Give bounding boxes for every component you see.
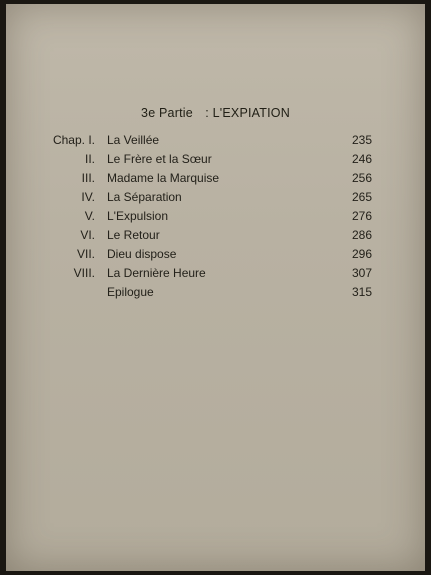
part-separator: : — [205, 106, 209, 120]
page-number: 276 — [351, 209, 372, 223]
chapter-number: IV. — [81, 190, 95, 204]
chapter-number: VI. — [80, 228, 95, 242]
chapter-title: La Veillée — [107, 133, 160, 147]
chapter-number: VII. — [76, 247, 95, 261]
chapter-title: Le Retour — [107, 228, 160, 242]
chapter-title: L'Expulsion — [107, 209, 168, 223]
part-title: L'EXPIATION — [212, 106, 290, 120]
chapter-title: Epilogue — [107, 285, 154, 299]
page-number: 256 — [351, 171, 372, 185]
chapter-title: La Dernière Heure — [107, 266, 206, 280]
toc-row — [6, 247, 425, 265]
toc-row — [6, 190, 425, 208]
toc-row — [6, 228, 425, 246]
toc-row — [6, 133, 425, 151]
chapter-number: II. — [84, 152, 95, 166]
part-heading — [6, 106, 425, 120]
book-page — [6, 4, 425, 571]
page-number: 315 — [351, 285, 372, 299]
chapter-title: Madame la Marquise — [107, 171, 220, 185]
toc-row — [6, 209, 425, 227]
chapter-title: La Séparation — [107, 190, 182, 204]
page-number: 235 — [351, 133, 372, 147]
chapter-number: Chap. I. — [52, 133, 95, 147]
page-number: 246 — [351, 152, 372, 166]
toc-row — [6, 285, 425, 303]
toc-row — [6, 171, 425, 189]
chapter-title: Dieu dispose — [107, 247, 177, 261]
page-number: 307 — [351, 266, 372, 280]
toc-row — [6, 266, 425, 284]
toc-row — [6, 152, 425, 170]
page-number: 296 — [351, 247, 372, 261]
page-number: 265 — [351, 190, 372, 204]
chapter-number: V. — [84, 209, 95, 223]
chapter-title: Le Frère et la Sœur — [107, 152, 212, 166]
part-label: 3e Partie — [141, 106, 193, 120]
chapter-number: VIII. — [73, 266, 95, 280]
chapter-number: III. — [81, 171, 95, 185]
page-number: 286 — [351, 228, 372, 242]
